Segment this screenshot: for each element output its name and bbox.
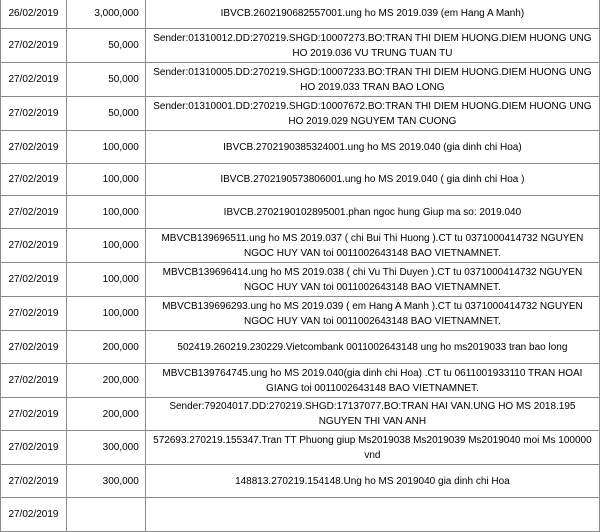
- date-cell: 27/02/2019: [1, 29, 67, 63]
- date-cell: 27/02/2019: [1, 297, 67, 331]
- amount-cell: 100,000: [66, 229, 145, 263]
- date-cell: 27/02/2019: [1, 131, 67, 164]
- description-cell: 148813.270219.154148.Ung ho MS 2019040 gia dinh chi Hoa: [145, 465, 599, 498]
- amount-cell: 200,000: [66, 331, 145, 364]
- date-cell: 27/02/2019: [1, 364, 67, 398]
- table-row: [1, 131, 600, 164]
- amount-cell: 100,000: [66, 131, 145, 164]
- date-cell: 27/02/2019: [1, 398, 67, 431]
- amount-cell: 200,000: [66, 364, 145, 398]
- date-cell: 27/02/2019: [1, 97, 67, 131]
- description-cell: MBVCB139696414.ung ho MS 2019.038 ( chi Vu Thi Duyen ).CT tu 0371000414732 NGUYEN NGOC HUY VAN toi 0011002643148 BAO VIETNAMNET.: [145, 263, 599, 297]
- table-row: [1, 63, 600, 97]
- table-row: [1, 331, 600, 364]
- description-cell: Sender:01310005.DD:270219.SHGD:10007233.BO:TRAN THI DIEM HUONG.DIEM HUONG UNG HO 2019.033 TRAN BAO LONG: [145, 63, 599, 97]
- date-cell: 26/02/2019: [1, 0, 67, 29]
- amount-cell: 100,000: [66, 263, 145, 297]
- amount-cell: 100,000: [66, 297, 145, 331]
- date-cell: 27/02/2019: [1, 164, 67, 196]
- table-row: [1, 398, 600, 431]
- date-cell: 27/02/2019: [1, 263, 67, 297]
- description-cell: Sender:01310012.DD:270219.SHGD:10007273.BO:TRAN THI DIEM HUONG.DIEM HUONG UNG HO 2019.036 VU TRUNG TUAN TU: [145, 29, 599, 63]
- description-cell: IBVCB.2602190682557001.ung ho MS 2019.039 (em Hang A Manh): [145, 0, 599, 29]
- amount-cell: [66, 498, 145, 532]
- amount-cell: 50,000: [66, 29, 145, 63]
- amount-cell: 100,000: [66, 164, 145, 196]
- table-row: [1, 196, 600, 229]
- table-row: [1, 164, 600, 196]
- amount-cell: 300,000: [66, 431, 145, 465]
- amount-cell: 100,000: [66, 196, 145, 229]
- table-row: [1, 229, 600, 263]
- date-cell: 27/02/2019: [1, 498, 67, 532]
- description-cell: IBVCB.2702190102895001.phan ngoc hung Giup ma so: 2019.040: [145, 196, 599, 229]
- amount-cell: 200,000: [66, 398, 145, 431]
- amount-cell: 50,000: [66, 97, 145, 131]
- table-row: [1, 498, 600, 532]
- description-cell: Sender:79204017.DD:270219.SHGD:17137077.BO:TRAN HAI VAN.UNG HO MS 2018.195 NGUYEN THI VAN ANH: [145, 398, 599, 431]
- description-cell: MBVCB139696511.ung ho MS 2019.037 ( chi Bui Thi Huong ).CT tu 0371000414732 NGUYEN NGOC HUY VAN toi 0011002643148 BAO VIETNAMNET.: [145, 229, 599, 263]
- date-cell: 27/02/2019: [1, 431, 67, 465]
- table-row: [1, 364, 600, 398]
- table-row: [1, 431, 600, 465]
- date-cell: 27/02/2019: [1, 331, 67, 364]
- amount-cell: 3,000,000: [66, 0, 145, 29]
- date-cell: 27/02/2019: [1, 229, 67, 263]
- date-cell: 27/02/2019: [1, 465, 67, 498]
- description-cell: IBVCB.2702190385324001.ung ho MS 2019.040 (gia dinh chi Hoa): [145, 131, 599, 164]
- description-cell: MBVCB139764745.ung ho MS 2019.040(gia dinh chi Hoa) .CT tu 0611001933110 TRAN HOAI GIANG toi 0011002643148 BAO VIETNAMNET.: [145, 364, 599, 398]
- amount-cell: 300,000: [66, 465, 145, 498]
- description-cell: 572693.270219.155347.Tran TT Phuong giup Ms2019038 Ms2019039 Ms2019040 moi Ms 100000 vnd: [145, 431, 599, 465]
- table-row: [1, 297, 600, 331]
- description-cell: MBVCB139696293.ung ho MS 2019.039 ( em Hang A Manh ).CT tu 0371000414732 NGUYEN NGOC HUY VAN toi 0011002643148 BAO VIETNAMNET.: [145, 297, 599, 331]
- table-row: [1, 97, 600, 131]
- table-row: [1, 465, 600, 498]
- table-row: [1, 0, 600, 29]
- description-cell: Sender:01310001.DD:270219.SHGD:10007672.BO:TRAN THI DIEM HUONG.DIEM HUONG UNG HO 2019.029 NGUYEM TAN CUONG: [145, 97, 599, 131]
- date-cell: 27/02/2019: [1, 63, 67, 97]
- description-cell: 502419.260219.230229.Vietcombank 0011002643148 ung ho ms2019033 tran bao long: [145, 331, 599, 364]
- donation-table-body: [1, 0, 600, 532]
- amount-cell: 50,000: [66, 63, 145, 97]
- description-cell: [145, 498, 599, 532]
- description-cell: IBVCB.2702190573806001.ung ho MS 2019.040 ( gia dinh chi Hoa ): [145, 164, 599, 196]
- table-row: [1, 263, 600, 297]
- date-cell: 27/02/2019: [1, 196, 67, 229]
- table-row: [1, 29, 600, 63]
